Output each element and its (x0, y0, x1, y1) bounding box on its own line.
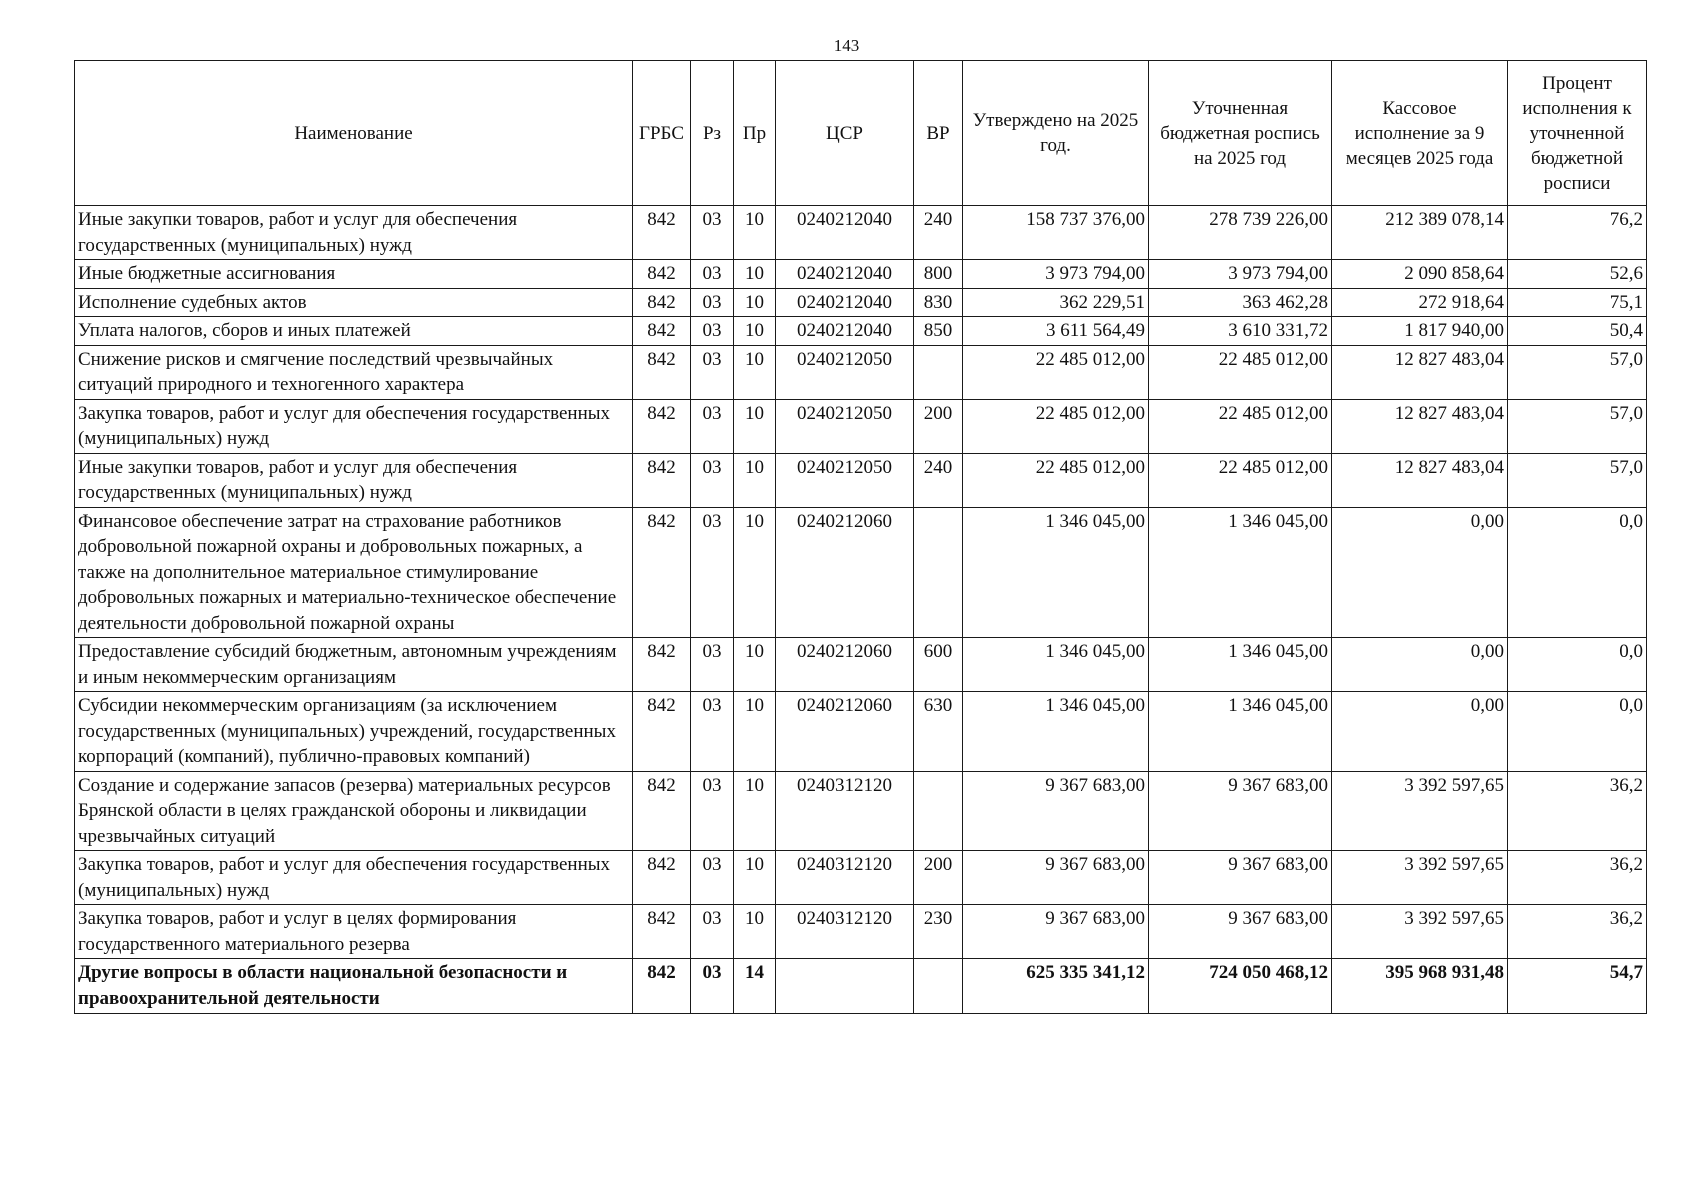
cell-percent: 36,2 (1508, 771, 1647, 851)
cell-vr (914, 771, 963, 851)
cell-name: Другие вопросы в области национальной безопасности и правоохранительной деятельности (75, 959, 633, 1014)
cell-executed: 12 827 483,04 (1332, 453, 1508, 507)
cell-name: Иные закупки товаров, работ и услуг для обеспечения государственных (муниципальных) нужд (75, 453, 633, 507)
table-row (75, 771, 1647, 851)
budget-table (74, 60, 1647, 1014)
cell-vr: 240 (914, 453, 963, 507)
cell-csr: 0240312120 (776, 905, 914, 959)
cell-executed: 0,00 (1332, 638, 1508, 692)
header-grbs: ГРБС (633, 61, 691, 206)
cell-percent: 75,1 (1508, 288, 1647, 317)
cell-refined: 1 346 045,00 (1149, 507, 1332, 638)
cell-approved: 3 973 794,00 (963, 260, 1149, 289)
cell-percent: 54,7 (1508, 959, 1647, 1014)
cell-pr: 10 (734, 206, 776, 260)
cell-csr: 0240212050 (776, 399, 914, 453)
cell-grbs: 842 (633, 692, 691, 772)
cell-vr (914, 959, 963, 1014)
cell-csr (776, 959, 914, 1014)
cell-vr: 200 (914, 851, 963, 905)
cell-vr: 230 (914, 905, 963, 959)
cell-refined: 1 346 045,00 (1149, 692, 1332, 772)
cell-pr: 10 (734, 507, 776, 638)
header-approved: Утверждено на 2025 год. (963, 61, 1149, 206)
table-row (75, 959, 1647, 1014)
header-rz: Рз (691, 61, 734, 206)
cell-csr: 0240212060 (776, 507, 914, 638)
cell-rz: 03 (691, 905, 734, 959)
cell-grbs: 842 (633, 317, 691, 346)
cell-csr: 0240212060 (776, 692, 914, 772)
cell-pr: 10 (734, 851, 776, 905)
table-row (75, 399, 1647, 453)
cell-grbs: 842 (633, 959, 691, 1014)
cell-pr: 10 (734, 345, 776, 399)
cell-pr: 10 (734, 771, 776, 851)
cell-executed: 3 392 597,65 (1332, 905, 1508, 959)
table-row (75, 260, 1647, 289)
cell-percent: 76,2 (1508, 206, 1647, 260)
cell-name: Закупка товаров, работ и услуг в целях формирования государственного материального резерва (75, 905, 633, 959)
cell-pr: 10 (734, 905, 776, 959)
cell-csr: 0240212040 (776, 206, 914, 260)
cell-refined: 278 739 226,00 (1149, 206, 1332, 260)
cell-percent: 57,0 (1508, 345, 1647, 399)
cell-grbs: 842 (633, 453, 691, 507)
cell-grbs: 842 (633, 638, 691, 692)
cell-percent: 36,2 (1508, 905, 1647, 959)
cell-pr: 10 (734, 692, 776, 772)
cell-refined: 3 973 794,00 (1149, 260, 1332, 289)
cell-refined: 9 367 683,00 (1149, 905, 1332, 959)
cell-csr: 0240212050 (776, 345, 914, 399)
table-row (75, 851, 1647, 905)
cell-grbs: 842 (633, 288, 691, 317)
cell-refined: 22 485 012,00 (1149, 399, 1332, 453)
cell-vr: 850 (914, 317, 963, 346)
cell-name: Закупка товаров, работ и услуг для обеспечения государственных (муниципальных) нужд (75, 851, 633, 905)
cell-grbs: 842 (633, 905, 691, 959)
cell-pr: 10 (734, 288, 776, 317)
table-row (75, 638, 1647, 692)
cell-csr: 0240212040 (776, 260, 914, 289)
cell-rz: 03 (691, 206, 734, 260)
cell-refined: 9 367 683,00 (1149, 851, 1332, 905)
cell-rz: 03 (691, 345, 734, 399)
cell-vr: 200 (914, 399, 963, 453)
cell-percent: 57,0 (1508, 453, 1647, 507)
cell-refined: 363 462,28 (1149, 288, 1332, 317)
cell-rz: 03 (691, 399, 734, 453)
table-header (75, 61, 1647, 206)
cell-csr: 0240212060 (776, 638, 914, 692)
table-row (75, 345, 1647, 399)
cell-percent: 0,0 (1508, 692, 1647, 772)
cell-name: Предоставление субсидий бюджетным, автономным учреждениям и иным некоммерческим организациям (75, 638, 633, 692)
cell-vr: 830 (914, 288, 963, 317)
cell-refined: 22 485 012,00 (1149, 453, 1332, 507)
cell-grbs: 842 (633, 507, 691, 638)
header-vr: ВР (914, 61, 963, 206)
cell-grbs: 842 (633, 206, 691, 260)
cell-approved: 3 611 564,49 (963, 317, 1149, 346)
cell-executed: 212 389 078,14 (1332, 206, 1508, 260)
cell-percent: 52,6 (1508, 260, 1647, 289)
cell-csr: 0240212040 (776, 317, 914, 346)
cell-rz: 03 (691, 692, 734, 772)
cell-executed: 3 392 597,65 (1332, 771, 1508, 851)
page-number: 143 (833, 36, 860, 55)
cell-name: Уплата налогов, сборов и иных платежей (75, 317, 633, 346)
cell-rz: 03 (691, 317, 734, 346)
cell-approved: 1 346 045,00 (963, 507, 1149, 638)
cell-pr: 14 (734, 959, 776, 1014)
table-row (75, 905, 1647, 959)
table-row (75, 288, 1647, 317)
cell-approved: 158 737 376,00 (963, 206, 1149, 260)
cell-approved: 625 335 341,12 (963, 959, 1149, 1014)
table-body (75, 206, 1647, 1014)
cell-refined: 1 346 045,00 (1149, 638, 1332, 692)
cell-grbs: 842 (633, 851, 691, 905)
cell-executed: 272 918,64 (1332, 288, 1508, 317)
cell-csr: 0240212050 (776, 453, 914, 507)
cell-vr: 600 (914, 638, 963, 692)
cell-executed: 0,00 (1332, 507, 1508, 638)
header-name: Наименование (75, 61, 633, 206)
table-row (75, 317, 1647, 346)
cell-approved: 9 367 683,00 (963, 905, 1149, 959)
cell-approved: 22 485 012,00 (963, 399, 1149, 453)
cell-vr: 800 (914, 260, 963, 289)
cell-refined: 724 050 468,12 (1149, 959, 1332, 1014)
cell-grbs: 842 (633, 260, 691, 289)
cell-executed: 12 827 483,04 (1332, 345, 1508, 399)
cell-vr: 240 (914, 206, 963, 260)
cell-executed: 0,00 (1332, 692, 1508, 772)
cell-rz: 03 (691, 260, 734, 289)
cell-approved: 362 229,51 (963, 288, 1149, 317)
header-percent: Процент исполнения к уточненной бюджетной росписи (1508, 61, 1647, 206)
cell-pr: 10 (734, 399, 776, 453)
cell-rz: 03 (691, 851, 734, 905)
cell-pr: 10 (734, 638, 776, 692)
cell-executed: 3 392 597,65 (1332, 851, 1508, 905)
cell-grbs: 842 (633, 399, 691, 453)
cell-vr: 630 (914, 692, 963, 772)
cell-rz: 03 (691, 288, 734, 317)
cell-rz: 03 (691, 771, 734, 851)
cell-executed: 2 090 858,64 (1332, 260, 1508, 289)
cell-vr (914, 507, 963, 638)
cell-refined: 9 367 683,00 (1149, 771, 1332, 851)
cell-refined: 3 610 331,72 (1149, 317, 1332, 346)
cell-executed: 12 827 483,04 (1332, 399, 1508, 453)
cell-grbs: 842 (633, 771, 691, 851)
cell-rz: 03 (691, 959, 734, 1014)
cell-percent: 57,0 (1508, 399, 1647, 453)
cell-name: Снижение рисков и смягчение последствий чрезвычайных ситуаций природного и техногенного характера (75, 345, 633, 399)
cell-name: Создание и содержание запасов (резерва) материальных ресурсов Брянской области в целях гражданской обороны и ликвидации чрезвычайных ситуаций (75, 771, 633, 851)
cell-approved: 22 485 012,00 (963, 345, 1149, 399)
cell-refined: 22 485 012,00 (1149, 345, 1332, 399)
cell-pr: 10 (734, 453, 776, 507)
cell-pr: 10 (734, 260, 776, 289)
header-pr: Пр (734, 61, 776, 206)
cell-csr: 0240312120 (776, 851, 914, 905)
cell-grbs: 842 (633, 345, 691, 399)
table-row (75, 507, 1647, 638)
cell-approved: 1 346 045,00 (963, 692, 1149, 772)
cell-name: Закупка товаров, работ и услуг для обеспечения государственных (муниципальных) нужд (75, 399, 633, 453)
table-row (75, 453, 1647, 507)
table-row (75, 206, 1647, 260)
header-csr: ЦСР (776, 61, 914, 206)
header-executed: Кассовое исполнение за 9 месяцев 2025 года (1332, 61, 1508, 206)
cell-percent: 50,4 (1508, 317, 1647, 346)
cell-percent: 36,2 (1508, 851, 1647, 905)
cell-approved: 22 485 012,00 (963, 453, 1149, 507)
cell-csr: 0240312120 (776, 771, 914, 851)
cell-rz: 03 (691, 638, 734, 692)
cell-csr: 0240212040 (776, 288, 914, 317)
cell-percent: 0,0 (1508, 507, 1647, 638)
cell-approved: 9 367 683,00 (963, 851, 1149, 905)
cell-name: Финансовое обеспечение затрат на страхование работников добровольной пожарной охраны и добровольных пожарных, а также на дополнительное материальное стимулирование добровольных пожарных и материально-техническое обеспечение деятельности добровольной пожарной охраны (75, 507, 633, 638)
cell-name: Иные бюджетные ассигнования (75, 260, 633, 289)
cell-executed: 395 968 931,48 (1332, 959, 1508, 1014)
cell-pr: 10 (734, 317, 776, 346)
cell-rz: 03 (691, 453, 734, 507)
table-row (75, 692, 1647, 772)
cell-rz: 03 (691, 507, 734, 638)
cell-name: Субсидии некоммерческим организациям (за исключением государственных (муниципальных) учреждений, государственных корпораций (компаний), публично-правовых компаний) (75, 692, 633, 772)
cell-approved: 1 346 045,00 (963, 638, 1149, 692)
header-refined: Уточненная бюджетная роспись на 2025 год (1149, 61, 1332, 206)
cell-percent: 0,0 (1508, 638, 1647, 692)
cell-approved: 9 367 683,00 (963, 771, 1149, 851)
cell-vr (914, 345, 963, 399)
cell-name: Иные закупки товаров, работ и услуг для обеспечения государственных (муниципальных) нужд (75, 206, 633, 260)
cell-name: Исполнение судебных актов (75, 288, 633, 317)
cell-executed: 1 817 940,00 (1332, 317, 1508, 346)
